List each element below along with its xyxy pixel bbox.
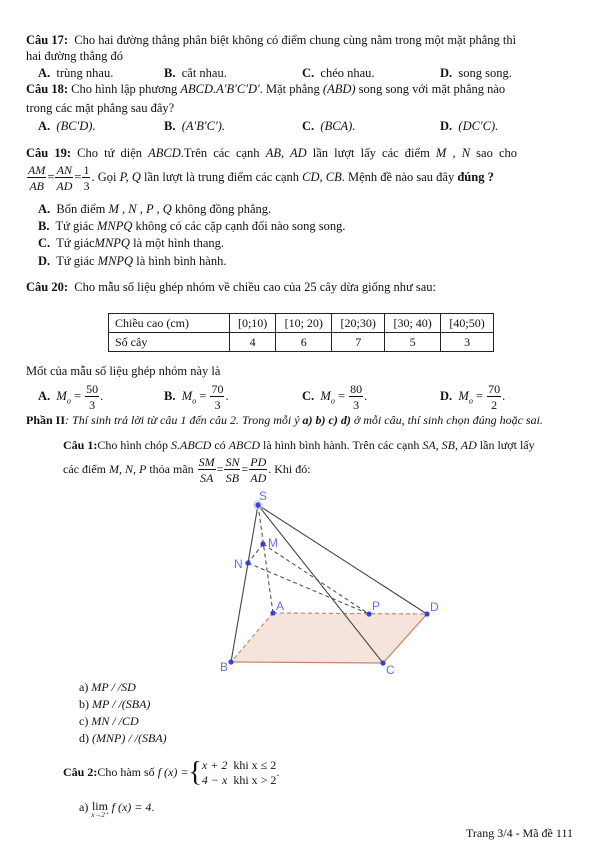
point-S <box>255 502 260 507</box>
p2q2-label: Câu 2: <box>63 764 98 779</box>
option-letter: C. <box>38 236 51 250</box>
q19-text: Cho tứ diện <box>77 146 143 160</box>
subscript: o <box>468 396 473 406</box>
p2q2-line1: Câu 2:Cho hàm số f (x) ={ x + 2 khi x ≤ 2 4 − x khi x > 2 . <box>63 757 280 788</box>
table-header-label: Chiều cao (cm) <box>109 314 230 333</box>
edge-SD <box>258 505 427 614</box>
table-cell: 3 <box>441 333 494 352</box>
option-math: M <box>181 388 193 403</box>
q19-text: sao cho <box>476 146 518 160</box>
p2q2-func: f (x) = <box>157 764 189 779</box>
q19-line2: $\frac{AM}{AB}$ = $\frac{AN}{AD}$ = $\frac{1}{3}$ . Gọi P, Q lần lượt là trung điểm các cạnh CD, CB. Mệnh đề nào sau đây đúng ? <box>28 163 494 193</box>
option-text: là một hình thang. <box>133 236 225 250</box>
q17-text: Cho hai đường thẳng phân biệt không có điểm chung cùng nằm trong một mặt phẳng thì <box>74 33 517 47</box>
point-D <box>424 611 429 616</box>
statement-letter: a) <box>79 680 89 694</box>
option-text: chéo nhau. <box>320 66 375 80</box>
p2q1-statement-c[interactable] <box>79 714 139 729</box>
option-math: M <box>56 388 67 403</box>
option-letter: A. <box>38 119 51 133</box>
q18-label: Câu 18: <box>26 82 69 96</box>
option-text: không có các cặp cạnh đối nào song song. <box>135 219 346 233</box>
statement-text: MN / /CD <box>91 714 139 728</box>
piecewise-cases <box>202 758 277 788</box>
brace-icon: { <box>188 757 202 788</box>
point-M <box>260 541 265 546</box>
q19-text: .Trên các cạnh <box>180 146 260 160</box>
option-text: cắt nhau. <box>181 66 227 80</box>
numerator: 70 <box>211 382 224 396</box>
p2q1-points: M, N, P <box>108 461 147 476</box>
table-cell: [40;50) <box>441 314 494 333</box>
denominator: 3 <box>89 398 96 412</box>
statement-letter: b) <box>79 697 89 711</box>
case-expr: x + 2 <box>201 758 228 772</box>
numerator: 1 <box>83 163 90 177</box>
statement-letter: d) <box>79 731 89 745</box>
q17-text-line2: hai đường thẳng đó <box>26 49 124 63</box>
q18-plane: (ABD) <box>322 82 356 96</box>
point-B <box>228 659 233 664</box>
table-cell: 6 <box>276 333 332 352</box>
table-cell: [30; 40) <box>385 314 441 333</box>
part2-bold: a) b) c) d) <box>302 413 351 427</box>
option-text: Bốn điểm <box>56 202 106 216</box>
part2-label: Phần II <box>26 413 66 427</box>
case-2 <box>202 773 277 788</box>
p2q1-text: thỏa mãn <box>149 461 194 476</box>
option-math: MNPQ <box>97 254 134 268</box>
table-cell: [20;30) <box>332 314 385 333</box>
q20-option-d[interactable]: D. $M_o$ = $\frac{70}{2}$ . <box>440 382 506 412</box>
subscript: o <box>330 396 335 406</box>
base-parallelogram <box>231 613 427 663</box>
option-letter: C. <box>302 388 315 403</box>
q18-text: Cho hình lập phương <box>71 82 178 96</box>
point-C <box>380 660 385 665</box>
p2q1-text: . Khi đó: <box>268 461 311 476</box>
option-text: (DC′C). <box>458 119 499 133</box>
option-letter: C. <box>302 66 315 80</box>
option-math: M , N , P , Q <box>108 202 172 216</box>
option-letter: D. <box>440 66 453 80</box>
page-footer: Trang 3/4 - Mã đề 111 <box>466 826 573 840</box>
option-text: (A′B′C′). <box>181 119 225 133</box>
case-expr: 4 − x <box>201 773 228 787</box>
q20-option-b[interactable]: B. $M_o$ = $\frac{70}{3}$ . <box>164 382 229 412</box>
option-math: M <box>458 388 469 403</box>
statement-text: f (x) = 4 <box>111 800 152 814</box>
numerator: SM <box>198 455 215 469</box>
q18-text-line2: trong các mặt phẳng sau đây? <box>26 101 175 115</box>
q19-text: lần lượt lấy các điểm <box>312 146 430 160</box>
q20-label: Câu 20: <box>26 280 69 294</box>
statement-letter: c) <box>79 714 89 728</box>
denominator: AD <box>56 179 73 193</box>
point-N <box>245 560 250 565</box>
option-text: không đồng phẳng. <box>174 202 272 216</box>
statement-end: . <box>151 800 155 814</box>
option-text: song song. <box>458 66 512 80</box>
q20-text: cây dừa giống như sau: <box>319 280 437 294</box>
case-1 <box>202 758 277 773</box>
table-cell: [0;10) <box>230 314 276 333</box>
option-letter: B. <box>164 119 176 133</box>
table-row-label: Số cây <box>109 333 230 352</box>
denominator: 3 <box>214 398 221 412</box>
p2q1-pyramid: S.ABCD <box>171 438 212 452</box>
part2-text: : Thí sinh trả lời từ câu 1 đến câu 2. Trong mỗi ý <box>65 413 300 427</box>
segment-NP <box>248 563 369 614</box>
label-C: C <box>386 663 395 677</box>
option-math: MNPQ <box>96 219 133 233</box>
p2q1-edges: SA, SB, AD <box>422 438 477 452</box>
label-N: N <box>234 557 243 571</box>
limit-sub: x→2⁺ <box>91 811 109 819</box>
numerator: SN <box>225 455 240 469</box>
option-text: là hình bình hành. <box>136 254 227 268</box>
q20-count: 25 <box>304 280 317 294</box>
q17-label: Câu 17: <box>26 33 69 47</box>
q20-text: Cho mẫu số liệu ghép nhóm về chiều cao của <box>74 280 301 294</box>
numerator: 70 <box>488 382 501 396</box>
option-text: trùng nhau. <box>56 66 114 80</box>
q19-text: . Gọi <box>91 169 117 184</box>
q18-text: . Mặt phẳng <box>259 82 320 96</box>
q18-cube: ABCD.A′B′C′D′ <box>180 82 260 96</box>
label-B: B <box>220 660 229 674</box>
numerator: AM <box>28 163 46 177</box>
q19-tetra: ABCD <box>148 146 181 160</box>
case-cond: khi x ≤ 2 <box>233 758 277 772</box>
label-D: D <box>430 600 439 614</box>
label-M: M <box>268 536 278 550</box>
denominator: SB <box>225 471 240 485</box>
limit <box>91 800 108 819</box>
p2q1-text: có <box>214 438 226 452</box>
denominator: 2 <box>491 398 498 412</box>
numerator: 50 <box>86 382 99 396</box>
q20-option-a[interactable]: A. $M_o$ = $\frac{50}{3}$ . <box>38 382 104 412</box>
q18-text: song song với mặt phẳng nào <box>358 82 506 96</box>
option-text: Tứ giác <box>56 236 95 250</box>
part2-text: ở mỗi câu, thí sinh chọn đúng hoặc sai. <box>353 413 543 427</box>
q19-bold: đúng ? <box>457 169 494 184</box>
option-letter: A. <box>38 202 51 216</box>
statement-text: (MNP) / /(SBA) <box>92 731 167 745</box>
p2q1-base: ABCD <box>228 438 261 452</box>
option-letter: A. <box>38 388 51 403</box>
label-A: A <box>276 599 285 613</box>
option-letter: C. <box>302 119 315 133</box>
limit-word: lim <box>91 799 108 813</box>
table-cell: 5 <box>385 333 441 352</box>
table-cell: [10; 20) <box>276 314 332 333</box>
option-letter: D. <box>38 254 51 268</box>
q19-points: M , N <box>435 146 471 160</box>
q19-text: lần lượt là trung điểm các cạnh <box>144 169 300 184</box>
denominator: AB <box>29 179 44 193</box>
option-text: Tứ giác <box>56 254 95 268</box>
label-P: P <box>372 599 381 613</box>
statement-text: MP / /SD <box>91 680 136 694</box>
q20-question: Mốt của mẫu số liệu ghép nhóm này là <box>26 364 221 378</box>
p2q1-text: là hình bình hành. Trên các cạnh <box>263 438 420 452</box>
p2q1-statement-d[interactable] <box>79 731 167 746</box>
option-math: MNPQ <box>94 236 130 250</box>
p2q1-text: lần lượt lấy <box>479 438 535 452</box>
label-S: S <box>259 489 268 503</box>
denominator: 3 <box>353 398 360 412</box>
statement-letter: a) <box>79 800 89 814</box>
table-cell: 4 <box>230 333 276 352</box>
p2q2-statement-a[interactable] <box>79 800 154 819</box>
p2q1-statement-a[interactable] <box>79 680 136 695</box>
p2q1-label: Câu 1: <box>63 438 98 452</box>
subscript: o <box>192 396 197 406</box>
denominator: AD <box>250 471 267 485</box>
case-cond: khi x > 2 <box>233 773 277 787</box>
statement-text: MP / /(SBA) <box>92 697 151 711</box>
q19-text: . Mệnh đề nào sau đây <box>341 169 455 184</box>
q19-edges: AB, AD <box>265 146 307 160</box>
option-text: Tứ giác <box>55 219 94 233</box>
p2q1-text: các điểm <box>63 461 106 476</box>
option-letter: D. <box>440 119 453 133</box>
p2q1-line2: các điểm M, N, P thỏa mãn $\frac{SM}{SA}$ = $\frac{SN}{SB}$ = $\frac{PD}{AD}$ . Khi đó: <box>63 455 311 485</box>
point-A <box>270 610 275 615</box>
denominator: SA <box>199 471 214 485</box>
q20-option-c[interactable]: C. $M_o$ = $\frac{80}{3}$ . <box>302 382 368 412</box>
numerator: 80 <box>350 382 363 396</box>
subscript: o <box>66 396 71 406</box>
option-letter: A. <box>38 66 51 80</box>
denominator: 3 <box>83 179 90 193</box>
p2q1-statement-b[interactable] <box>79 697 150 712</box>
q19-pq: P, Q <box>119 169 141 184</box>
option-letter: B. <box>164 388 176 403</box>
option-letter: D. <box>440 388 453 403</box>
point-P <box>366 611 371 616</box>
option-letter: B. <box>38 219 50 233</box>
option-letter: B. <box>164 66 176 80</box>
numerator: PD <box>250 455 267 469</box>
p2q1-text: Cho hình chóp <box>97 438 169 452</box>
numerator: AN <box>56 163 73 177</box>
p2q2-text: Cho hàm số <box>97 764 155 779</box>
option-text: (BC′D). <box>56 119 96 133</box>
table-cell: 7 <box>332 333 385 352</box>
q19-cdcb: CD, CB <box>302 169 342 184</box>
q19-label: Câu 19: <box>26 146 72 160</box>
option-math: M <box>320 388 331 403</box>
option-text: (BCA). <box>320 119 356 133</box>
